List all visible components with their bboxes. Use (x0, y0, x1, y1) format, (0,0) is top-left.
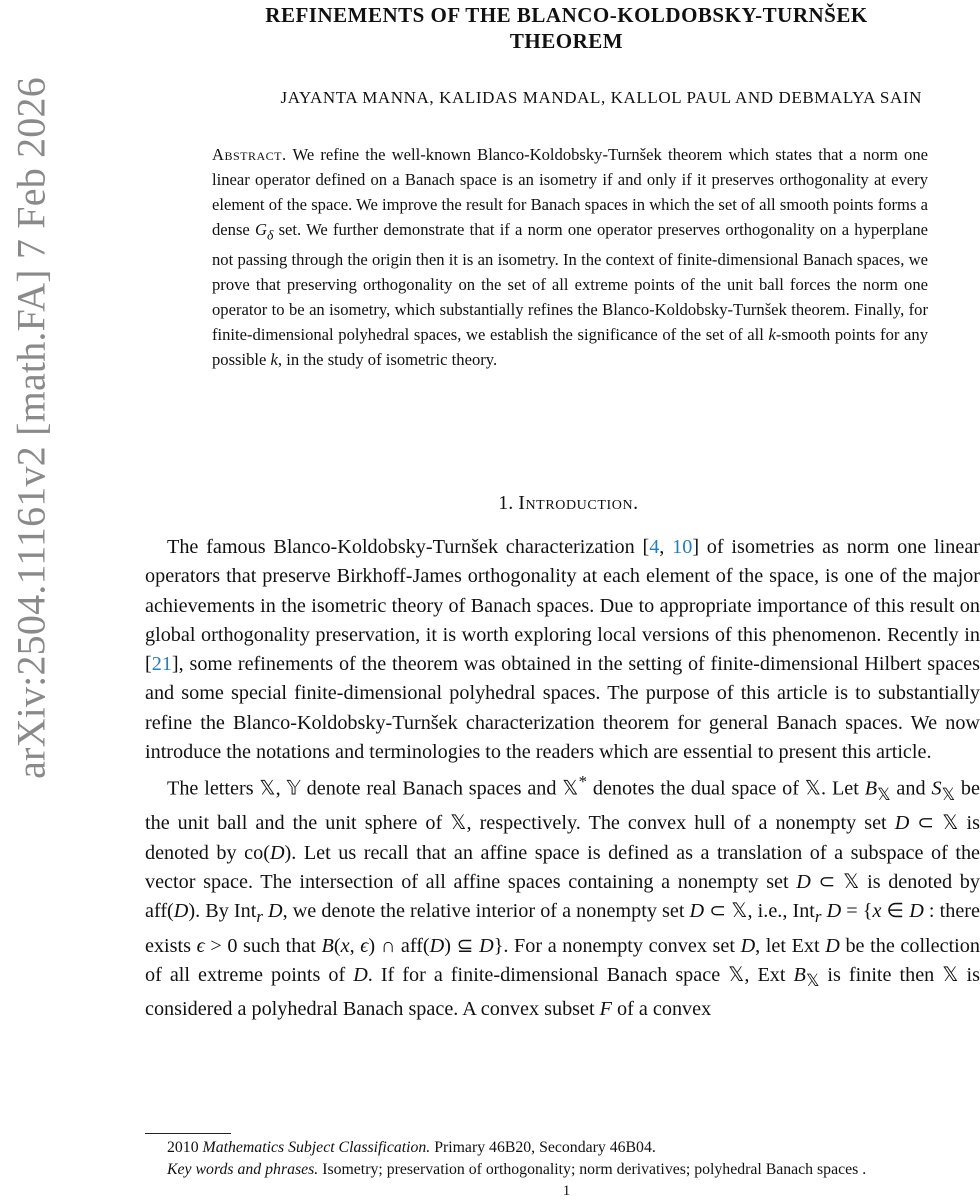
abstract (212, 142, 928, 372)
g-delta-symbol: G (254, 220, 267, 239)
section-name: Introduction. (518, 492, 639, 514)
citation-link[interactable]: 21 (151, 653, 172, 676)
arxiv-side-identifier (0, 0, 62, 860)
g-delta-subscript: δ (266, 227, 274, 243)
k-variable: k (768, 325, 776, 345)
k-variable: k (270, 350, 278, 370)
paragraph-2: The letters 𝕏, 𝕐 denote real Banach spaces and 𝕏* denotes the dual space of 𝕏. Let $B_𝕏$ and $S_𝕏$ be the unit ball and the unit sphere of 𝕏, respectively. The convex hull of a nonempty set D ⊂ 𝕏 is denoted by co(D). Let us recall that an affine space is defined as a translation of a subspace of the vector space. The intersection of all affine spaces containing a nonempty set D ⊂ 𝕏 is denoted by aff(D). By Int$_r$ D, we denote the relative interior of a nonempty set D ⊂ 𝕏, i.e., Int$_r$ D = {x ∈ D : there exists ϵ > 0 such that B(x, ϵ) ∩ aff(D) ⊆ D}. For a nonempty convex set D, let Ext D be the collection of all extreme points of D. If for a finite-dimensional Banach space 𝕏, Ext $B_𝕏$ is finite then 𝕏 is considered a polyhedral Banach space. A convex subset F of a convex (145, 772, 980, 1021)
abstract-text-4: , in the study of isometric theory. (277, 350, 498, 370)
page-number: 1 (562, 1183, 571, 1199)
title-line-2: THEOREM (509, 29, 624, 53)
paragraph-1: The famous Blanco-Koldobsky-Turnšek characterization [4, 10] of isometries as norm one linear operators that preserve Birkhoff-James orthogonality at each element of the space, is one of the major achievements in the isometric theory of Banach spaces. Due to appropriate importance of this result on global orthogonality preservation, it is worth exploring local versions of this phenomenon. Recently in [21], some refinements of the theorem was obtained in the setting of finite-dimensional Hilbert spaces and some special finite-dimensional polyhedral spaces. The purpose of this article is to substantially refine the Blanco-Koldobsky-Turnšek characterization theorem for general Banach spaces. We now introduce the notations and terminologies to the readers which are essential to present this article. (145, 536, 980, 764)
abstract-label: Abstract. (212, 145, 287, 164)
author-list: JAYANTA MANNA, KALIDAS MANDAL, KALLOL PAUL AND DEBMALYA SAIN (280, 88, 922, 107)
footnote-divider (145, 1133, 231, 1134)
citation-link[interactable]: 4 (649, 536, 660, 558)
section-heading (145, 492, 980, 515)
paper-title (145, 2, 980, 54)
abstract-text-3: -smooth points for any possible (212, 325, 928, 370)
footnotes (145, 1137, 980, 1181)
citation-link[interactable]: 10 (672, 536, 693, 558)
body-text (145, 533, 980, 1025)
abstract-text-1: We refine the well-known Blanco-Koldobsky-Turnšek theorem which states that a norm one linear operator defined on a Banach space is an isometry if and only if it preserves orthogonality at every element of the space. We improve the result for Banach spaces in which the set of all smooth points forms a dense (212, 145, 928, 239)
arxiv-id-text: arXiv:2504.11161v2 [math.FA] 7 Feb 2026 (8, 77, 54, 779)
section-number: 1. (498, 492, 514, 514)
title-line-1: REFINEMENTS OF THE BLANCO-KOLDOBSKY-TURNŠEK (265, 3, 868, 27)
footnote-keywords: Key words and phrases. Isometry; preservation of orthogonality; norm derivatives; polyhedral Banach spaces . (167, 1161, 867, 1178)
abstract-text-2: set. We further demonstrate that if a norm one operator preserves orthogonality on a hyperplane not passing through the origin then it is an isometry. In the context of finite-dimensional Banach spaces, we prove that preserving orthogonality on the set of all extreme points of the unit ball forces the norm one operator to be an isometry, which substantially refines the Blanco-Koldobsky-Turnšek theorem. Finally, for finite-dimensional polyhedral spaces, we establish the significance of the set of all (212, 220, 928, 345)
footnote-msc: 2010 Mathematics Subject Classification. Primary 46B20, Secondary 46B04. (167, 1139, 656, 1156)
